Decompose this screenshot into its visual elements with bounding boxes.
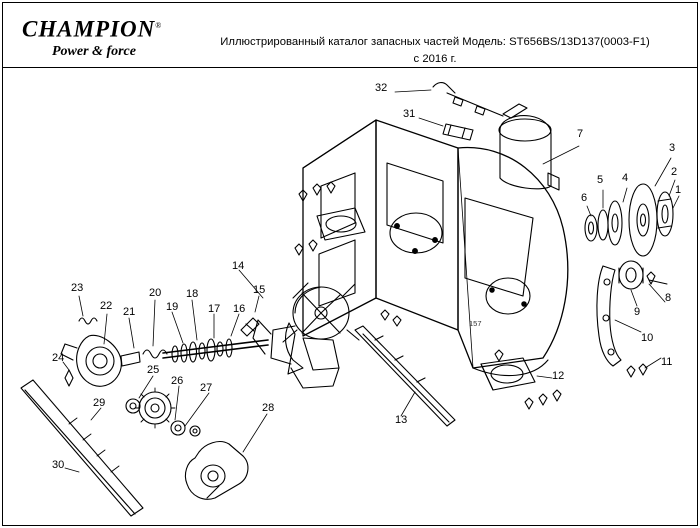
callout-24: 24 [52, 352, 65, 364]
callout-6: 6 [581, 192, 588, 204]
callout-20: 20 [149, 287, 162, 299]
callout-7: 7 [577, 128, 584, 140]
diagram-artwork [3, 68, 697, 524]
logo-wordmark [22, 14, 172, 42]
callout-10: 10 [641, 332, 654, 344]
callout-4: 4 [622, 172, 629, 184]
callout-17: 17 [208, 303, 221, 315]
callout-2: 2 [671, 166, 678, 178]
logo-wordmark-text: CHAMPION [22, 16, 156, 42]
callout-28: 28 [262, 402, 275, 414]
callout-18: 18 [186, 288, 199, 300]
callout-29: 29 [93, 397, 106, 409]
callout-31: 31 [403, 108, 416, 120]
title-line-2: с 2016 г. [413, 53, 457, 65]
callout-32: 32 [375, 82, 388, 94]
callout-8: 8 [665, 292, 672, 304]
logo-tagline: Power & force [52, 43, 136, 59]
callout-16: 16 [233, 303, 246, 315]
callout-12: 12 [552, 370, 565, 382]
diagram-inner-number: 157 [469, 319, 482, 328]
callout-23: 23 [71, 282, 84, 294]
exploded-parts-diagram [3, 68, 697, 524]
brand-logo [22, 14, 172, 58]
callout-13: 13 [395, 414, 408, 426]
callout-30: 30 [52, 459, 65, 471]
title-line-1: Иллюстрированный каталог запасных частей Модель: ST656BS/13D137(0003-F1) [220, 36, 650, 48]
callout-11: 11 [661, 356, 673, 368]
callout-5: 5 [597, 174, 604, 186]
callout-21: 21 [123, 306, 136, 318]
callout-14: 14 [232, 260, 245, 272]
callout-15: 15 [253, 284, 266, 296]
logo-registered-mark: ® [155, 21, 163, 30]
callout-19: 19 [166, 301, 179, 313]
callout-1: 1 [675, 184, 682, 196]
callout-27: 27 [200, 382, 213, 394]
callout-26: 26 [171, 375, 184, 387]
callout-25: 25 [147, 364, 160, 376]
page-title [185, 34, 685, 68]
callout-22: 22 [100, 300, 113, 312]
callout-3: 3 [669, 142, 676, 154]
callout-9: 9 [634, 306, 641, 318]
